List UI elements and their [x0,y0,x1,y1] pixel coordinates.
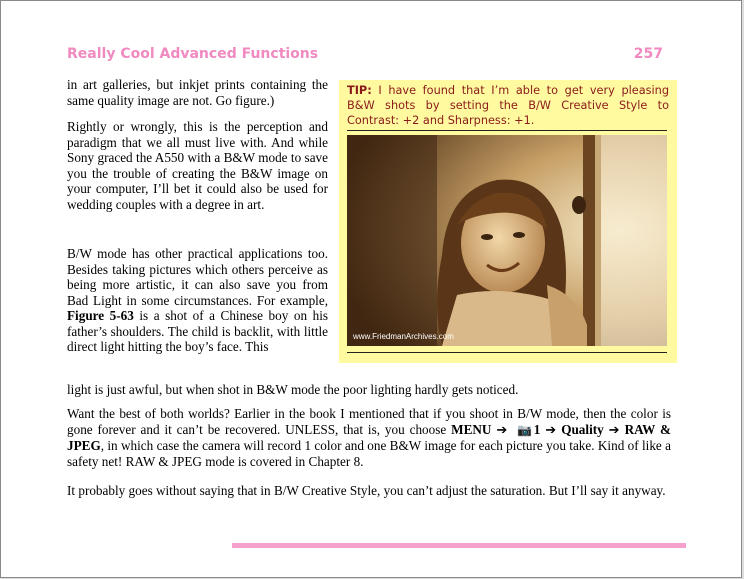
paragraph-2: Rightly or wrongly, this is the perception and paradigm that we all must live with. And while Sony graced the A550 with a B&W mode to save you the trouble of creating the B&W image on your computer, I’ll bet it could also be used for wedding couples with a degree in art. [67,119,328,212]
menu-tab-number: 1 [533,421,541,437]
paragraph-4-text-b: , in which case the camera will record 1 color and one B&W image for each picture you take. Kind of like a safety net! RAW & JPEG mode is covered in Chapter 8. [67,438,671,469]
paragraph-3-text-a: B/W mode has other practical applications too. Besides taking pictures which others perceive as being more artistic, it can also save you from Bad Light in some circumstances. For example, [67,246,328,308]
paragraph-3-text-b: is a shot of a Chinese boy on his father’s shoulders. The child is backlit, with little direct light hitting the boy’s face. This [67,308,328,354]
arrow-icon: ➔ [608,421,620,437]
tip-box [339,80,677,363]
sepia-portrait-photo [347,135,667,346]
arrow-icon: ➔ [496,421,508,437]
tip-divider-bottom [347,352,667,353]
paragraph-3 [67,246,328,355]
arrow-icon: ➔ [545,421,557,437]
paragraph-3-continued: light is just awful, but when shot in B&W mode the poor lighting hardly gets noticed. [67,382,519,397]
quality-label: Quality [561,421,604,437]
tip-body: I have found that I’m able to get very pleasing B&W shots by setting the B/W Creative Style to Contrast: +2 and Sharpness: +1. [347,84,669,127]
paragraph-4 [67,406,671,469]
paragraph-4-text-a: Want the best of both worlds? Earlier in the book I mentioned that if you shoot in B/W mode, then the color is gone forever and it can’t be recovered. UNLESS, that is, you choose [67,406,671,437]
footer-rule [232,543,686,548]
page-number: 257 [633,46,663,62]
figure-photo [347,135,667,346]
menu-label: MENU [451,421,492,437]
tip-divider-top [347,130,667,131]
tip-label: TIP: [347,84,372,97]
photo-watermark: www.FriedmanArchives.com [353,332,454,341]
camera-icon: 📷 [517,422,534,437]
figure-reference: Figure 5-63 [67,308,134,323]
tip-text [347,83,669,128]
chapter-title: Really Cool Advanced Functions [67,46,319,62]
raw-jpeg-label: RAW & JPEG [67,421,672,453]
paragraph-1: in art galleries, but inkjet prints containing the same quality image are not. Go figure.) [67,77,328,108]
paragraph-5: It probably goes without saying that in B/W Creative Style, you can’t adjust the saturation. But I’ll say it anyway. [67,483,666,498]
page-header [67,46,663,62]
